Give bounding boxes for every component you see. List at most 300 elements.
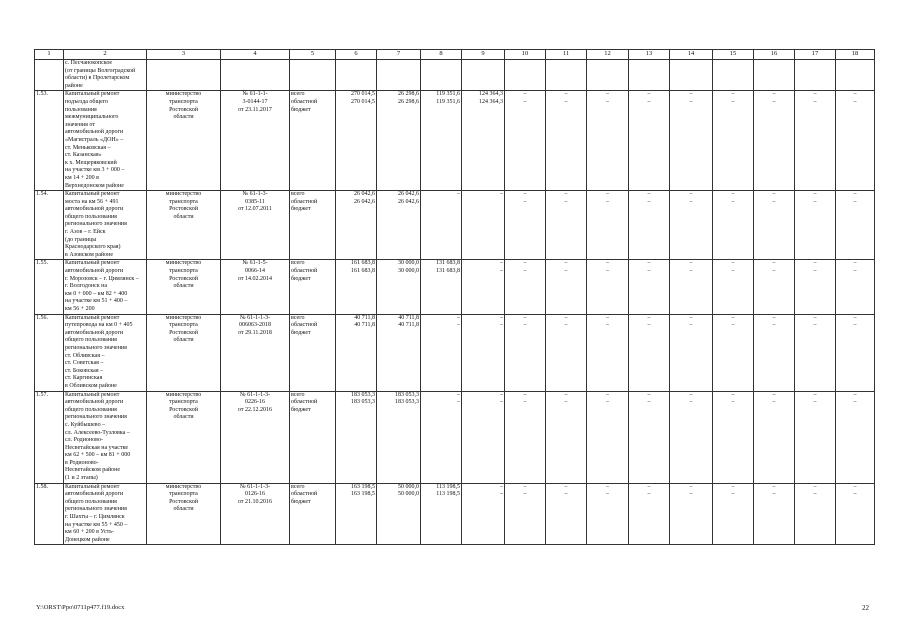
- empty-cell: [377, 60, 421, 91]
- object-name-line: автомобильной дороги: [65, 129, 124, 136]
- amount-c9: [462, 391, 505, 483]
- funding-source: [290, 314, 336, 391]
- amount-col-10: [505, 314, 546, 391]
- object-name-line: Краснодарского края): [65, 244, 121, 251]
- object-name-line: автомобильной дороги: [65, 206, 124, 213]
- amount-c6: [336, 314, 377, 391]
- dash-mark: –: [853, 91, 857, 98]
- amount-c9-line: –: [500, 322, 503, 329]
- funding-source-line: областной: [291, 198, 318, 205]
- approval-document: [221, 391, 290, 483]
- amount-c7-line: 50 000,0: [398, 491, 419, 498]
- dash-mark: –: [647, 491, 651, 498]
- object-name-line: в Обливском районе: [65, 382, 117, 389]
- dash-mark: –: [606, 322, 609, 329]
- customer-org-line: Ростовской: [169, 406, 198, 413]
- amount-c8: [421, 483, 462, 545]
- dash-mark: –: [606, 98, 609, 105]
- amount-c6-line: 163 198,5: [351, 483, 375, 490]
- funding-source-line: всего: [291, 191, 305, 198]
- amount-col-15: [713, 191, 754, 260]
- dash-mark: –: [853, 260, 857, 267]
- amount-col-10: [505, 391, 546, 483]
- program-table: [34, 49, 875, 545]
- column-number: 14: [670, 50, 713, 60]
- amount-col-12: [587, 191, 629, 260]
- dash-mark: –: [606, 260, 609, 267]
- amount-col-11: [546, 391, 587, 483]
- amount-c8-line: –: [457, 191, 460, 198]
- table-row: [35, 391, 875, 483]
- dash-mark: –: [523, 198, 527, 205]
- object-name-line: общего пользования: [65, 213, 117, 220]
- customer-org-line: Ростовской: [169, 106, 198, 113]
- dash-mark: –: [731, 260, 735, 267]
- dash-mark: –: [772, 399, 776, 406]
- dash-mark: –: [564, 268, 568, 275]
- customer-org-line: Ростовской: [169, 206, 198, 213]
- amount-col-15: [713, 314, 754, 391]
- amount-c9: [462, 314, 505, 391]
- object-name-line: регионального значения: [65, 414, 127, 421]
- amount-c9-line: 124 364,3: [479, 98, 503, 105]
- customer-org-line: транспорта: [169, 399, 198, 406]
- customer-org-line: области: [173, 337, 194, 344]
- amount-col-15: [713, 260, 754, 314]
- amount-c8-line: 113 198,5: [436, 491, 460, 498]
- amount-c7-line: 183 053,3: [395, 391, 419, 398]
- amount-c8-line: 131 683,8: [436, 260, 460, 267]
- dash-mark: –: [772, 91, 776, 98]
- amount-c8-line: –: [457, 314, 460, 321]
- dash-mark: –: [689, 98, 693, 105]
- customer-org-line: области: [173, 283, 194, 290]
- object-name-line: км 0 + 000 – км 82 + 400: [65, 290, 128, 297]
- object-name-line: автомобильной дороги: [65, 329, 124, 336]
- amount-c7: [377, 191, 421, 260]
- object-name: [64, 483, 147, 545]
- amount-c8-line: 119 351,6: [436, 98, 460, 105]
- amount-col-11: [546, 191, 587, 260]
- funding-source-line: всего: [291, 260, 305, 267]
- amount-c8-line: 131 683,8: [436, 268, 460, 275]
- amount-c9-line: –: [500, 314, 503, 321]
- column-number: 13: [629, 50, 670, 60]
- amount-col-17: [795, 314, 836, 391]
- customer-org-line: области: [173, 414, 194, 421]
- dash-mark: –: [689, 483, 693, 490]
- dash-mark: –: [731, 391, 735, 398]
- amount-c7: [377, 314, 421, 391]
- customer-org-line: транспорта: [169, 268, 198, 275]
- dash-mark: –: [606, 391, 609, 398]
- dash-mark: –: [731, 91, 735, 98]
- column-number-row: [35, 50, 875, 60]
- dash-mark: –: [647, 483, 651, 490]
- amount-c8: [421, 314, 462, 391]
- object-name-line: (до границы: [65, 236, 97, 243]
- dash-mark: –: [813, 314, 817, 321]
- amount-col-12: [587, 483, 629, 545]
- dash-mark: –: [813, 399, 817, 406]
- dash-mark: –: [564, 91, 568, 98]
- column-number: 8: [421, 50, 462, 60]
- dash-mark: –: [731, 314, 735, 321]
- amount-col-16: [754, 91, 795, 191]
- dash-mark: –: [772, 268, 776, 275]
- amount-c6: [336, 391, 377, 483]
- empty-cell: [462, 60, 505, 91]
- dash-mark: –: [731, 483, 735, 490]
- dash-mark: –: [564, 399, 568, 406]
- dash-mark: –: [813, 260, 817, 267]
- amount-col-11: [546, 314, 587, 391]
- amount-c8: [421, 91, 462, 191]
- table-row: [35, 314, 875, 391]
- dash-mark: –: [813, 322, 817, 329]
- object-name: [64, 191, 147, 260]
- approval-document-line: от 29.11.2018: [238, 329, 272, 336]
- amount-col-17: [795, 483, 836, 545]
- dash-mark: –: [853, 322, 857, 329]
- approval-document: [221, 191, 290, 260]
- customer-org: [147, 260, 221, 314]
- object-name-line: ст. Казанская»: [65, 152, 102, 159]
- dash-mark: –: [564, 260, 568, 267]
- dash-mark: –: [772, 98, 776, 105]
- amount-c6: [336, 91, 377, 191]
- approval-document-line: № 61-1-5-: [242, 260, 268, 267]
- object-name-line: общего пользования: [65, 498, 117, 505]
- approval-document-line: № 61-1-1-3-: [239, 391, 271, 398]
- dash-mark: –: [647, 191, 651, 198]
- dash-mark: –: [731, 268, 735, 275]
- dash-mark: –: [731, 198, 735, 205]
- amount-col-14: [670, 483, 713, 545]
- object-name-line: автомобильной дороги: [65, 399, 124, 406]
- object-name-line: (от границы Волгоградской: [65, 67, 136, 74]
- object-name-line: г. Азов – г. Ейск: [65, 229, 106, 236]
- dash-mark: –: [647, 198, 651, 205]
- dash-mark: –: [813, 91, 817, 98]
- amount-c7-line: 30 000,0: [398, 268, 419, 275]
- amount-col-16: [754, 314, 795, 391]
- object-name-line: ст. Советская –: [65, 360, 104, 367]
- amount-col-12: [587, 91, 629, 191]
- approval-document: [221, 483, 290, 545]
- approval-document-line: 0226-16: [245, 399, 265, 406]
- table-row: [35, 483, 875, 545]
- dash-mark: –: [689, 391, 693, 398]
- funding-source-line: всего: [291, 391, 305, 398]
- dash-mark: –: [647, 391, 651, 398]
- customer-org: [147, 314, 221, 391]
- object-name: [64, 91, 147, 191]
- column-number: 3: [147, 50, 221, 60]
- amount-col-15: [713, 91, 754, 191]
- amount-c9-line: –: [500, 399, 503, 406]
- dash-mark: –: [606, 191, 609, 198]
- approval-document-line: 3-0144-17: [242, 98, 268, 105]
- dash-mark: –: [772, 322, 776, 329]
- object-name-line: путепровода на км 0 + 405: [65, 322, 133, 329]
- row-number: 1.55.: [35, 260, 64, 314]
- amount-c6-line: 26 042,6: [354, 198, 375, 205]
- dash-mark: –: [606, 198, 609, 205]
- object-name-line: в Родионово-: [65, 459, 99, 466]
- dash-mark: –: [813, 391, 817, 398]
- table-row: [35, 91, 875, 191]
- funding-source: [290, 191, 336, 260]
- dash-mark: –: [523, 391, 527, 398]
- object-name-line: ст. Каргинская: [65, 375, 103, 382]
- row-number: 1.56.: [35, 314, 64, 391]
- dash-mark: –: [523, 91, 527, 98]
- column-number: 12: [587, 50, 629, 60]
- amount-c8-line: –: [457, 391, 460, 398]
- amount-col-12: [587, 314, 629, 391]
- table-row: [35, 260, 875, 314]
- customer-org-line: министерство: [165, 391, 202, 398]
- amount-c6-line: 40 711,8: [354, 314, 375, 321]
- approval-document-line: № 61-1-1-3-: [239, 314, 271, 321]
- dash-mark: –: [731, 98, 735, 105]
- column-number: 16: [754, 50, 795, 60]
- dash-mark: –: [689, 268, 693, 275]
- customer-org-line: области: [173, 213, 194, 220]
- amount-col-10: [505, 483, 546, 545]
- object-name-line: Капитальный ремонт: [65, 191, 120, 198]
- customer-org-line: Ростовской: [169, 329, 198, 336]
- empty-cell: [221, 60, 290, 91]
- object-name-line: ст. Обливская –: [65, 352, 105, 359]
- approval-document-line: от 21.10.2016: [237, 498, 273, 505]
- dash-mark: –: [523, 483, 527, 490]
- amount-col-15: [713, 483, 754, 545]
- empty-cell: [836, 60, 875, 91]
- dash-mark: –: [731, 191, 735, 198]
- object-name-line: ст. Боковская –: [65, 367, 104, 374]
- amount-c8: [421, 191, 462, 260]
- dash-mark: –: [564, 483, 568, 490]
- approval-document-line: № 61-1-3-: [242, 191, 268, 198]
- object-name-line: регионального значения: [65, 506, 127, 513]
- dash-mark: –: [647, 260, 651, 267]
- amount-col-13: [629, 260, 670, 314]
- row-number: 1.54.: [35, 191, 64, 260]
- dash-mark: –: [853, 399, 857, 406]
- dash-mark: –: [772, 314, 776, 321]
- dash-mark: –: [606, 268, 609, 275]
- amount-col-13: [629, 391, 670, 483]
- customer-org: [147, 91, 221, 191]
- amount-c7-line: 26 042,6: [398, 191, 419, 198]
- object-name-line: на участке км 55 + 450 –: [65, 521, 128, 528]
- object-name-line: сл. Родионово-: [65, 437, 103, 444]
- amount-col-11: [546, 483, 587, 545]
- empty-cell: [587, 60, 629, 91]
- object-name-line: области) в Пролетарском: [65, 75, 130, 82]
- amount-col-14: [670, 260, 713, 314]
- object-name: [64, 314, 147, 391]
- object-name: [64, 60, 147, 91]
- amount-c6-line: 183 053,3: [351, 391, 375, 398]
- amount-col-14: [670, 314, 713, 391]
- customer-org-line: Ростовской: [169, 275, 198, 282]
- object-name-line: км 14 + 200 в: [65, 174, 99, 181]
- amount-c9-line: 124 364,3: [479, 91, 503, 98]
- dash-mark: –: [564, 314, 568, 321]
- amount-col-10: [505, 260, 546, 314]
- customer-org-line: области: [173, 506, 194, 513]
- dash-mark: –: [606, 314, 609, 321]
- dash-mark: –: [564, 98, 568, 105]
- dash-mark: –: [853, 268, 857, 275]
- column-number: 9: [462, 50, 505, 60]
- amount-col-18: [836, 260, 875, 314]
- empty-cell: [421, 60, 462, 91]
- object-name-line: г. Волгодонск на: [65, 283, 108, 290]
- customer-org-line: министерство: [165, 191, 202, 198]
- object-name: [64, 260, 147, 314]
- amount-c7-line: 40 711,8: [398, 314, 419, 321]
- customer-org: [147, 191, 221, 260]
- funding-source-line: всего: [291, 314, 305, 321]
- column-number: 5: [290, 50, 336, 60]
- dash-mark: –: [564, 391, 568, 398]
- object-name-line: Капитальный ремонт: [65, 391, 120, 398]
- amount-col-18: [836, 191, 875, 260]
- amount-c6-line: 161 683,8: [351, 268, 375, 275]
- funding-source-line: бюджет: [291, 206, 311, 213]
- dash-mark: –: [731, 491, 735, 498]
- object-name-line: Капитальный ремонт: [65, 483, 120, 490]
- amount-c6-line: 40 711,8: [354, 322, 375, 329]
- amount-c9: [462, 260, 505, 314]
- footer-file-path: Y:\ORST\Ppo\0711p477.f19.docx: [36, 604, 125, 611]
- dash-mark: –: [731, 399, 735, 406]
- empty-cell: [505, 60, 546, 91]
- continued-row: [35, 60, 875, 91]
- amount-col-10: [505, 91, 546, 191]
- customer-org-line: транспорта: [169, 491, 198, 498]
- object-name-line: сл. Алексеево-Тузловка –: [65, 429, 130, 436]
- amount-c6-line: 163 198,5: [351, 491, 375, 498]
- amount-c6-line: 26 042,6: [354, 191, 375, 198]
- empty-cell: [713, 60, 754, 91]
- amount-col-18: [836, 483, 875, 545]
- row-number: 1.58.: [35, 483, 64, 545]
- approval-document-line: № 61-1-1-: [242, 91, 268, 98]
- dash-mark: –: [689, 399, 693, 406]
- dash-mark: –: [772, 260, 776, 267]
- amount-col-18: [836, 91, 875, 191]
- amount-col-16: [754, 191, 795, 260]
- dash-mark: –: [772, 191, 776, 198]
- customer-org-line: министерство: [165, 260, 202, 267]
- column-number: 17: [795, 50, 836, 60]
- dash-mark: –: [647, 314, 651, 321]
- approval-document-line: 0126-16: [245, 491, 265, 498]
- object-name-line: с. Песчанокопское: [65, 60, 113, 66]
- object-name-line: значения от: [65, 121, 95, 128]
- amount-c9-line: –: [500, 483, 503, 490]
- funding-source-line: бюджет: [291, 106, 311, 113]
- empty-cell: [290, 60, 336, 91]
- amount-c7-line: 26 298,6: [398, 98, 419, 105]
- object-name: [64, 391, 147, 483]
- amount-c9-line: –: [500, 191, 503, 198]
- amount-c8-line: 113 198,5: [436, 483, 460, 490]
- empty-cell: [546, 60, 587, 91]
- object-name-line: Капитальный ремонт: [65, 260, 120, 267]
- column-number: 7: [377, 50, 421, 60]
- amount-c6-line: 270 014,5: [351, 98, 375, 105]
- dash-mark: –: [606, 491, 609, 498]
- page-number: 22: [862, 604, 869, 612]
- approval-document-line: от 23.11.2017: [238, 106, 272, 113]
- amount-col-17: [795, 391, 836, 483]
- approval-document-line: 006063-2018: [239, 322, 271, 329]
- dash-mark: –: [689, 91, 693, 98]
- amount-c7-line: 30 000,0: [398, 260, 419, 267]
- approval-document-line: № 61-1-1-3-: [239, 483, 271, 490]
- object-name-line: автомобильной дороги: [65, 268, 124, 275]
- amount-c6-line: 183 053,3: [351, 399, 375, 406]
- dash-mark: –: [689, 260, 693, 267]
- dash-mark: –: [523, 268, 527, 275]
- customer-org-line: министерство: [165, 314, 202, 321]
- amount-c8-line: –: [457, 399, 460, 406]
- approval-document-line: 0385-11: [245, 198, 265, 205]
- amount-col-11: [546, 260, 587, 314]
- amount-c9-line: –: [500, 491, 503, 498]
- column-number: 2: [64, 50, 147, 60]
- customer-org-line: области: [173, 114, 194, 121]
- funding-source-line: областной: [291, 98, 318, 105]
- dash-mark: –: [606, 399, 609, 406]
- amount-col-13: [629, 483, 670, 545]
- object-name-line: г. Шахты – г. Цимлянск: [65, 514, 125, 521]
- dash-mark: –: [564, 198, 568, 205]
- dash-mark: –: [606, 483, 609, 490]
- amount-c7: [377, 91, 421, 191]
- object-name-line: общего пользования: [65, 406, 117, 413]
- customer-org-line: транспорта: [169, 198, 198, 205]
- empty-cell: [629, 60, 670, 91]
- amount-c8-line: 119 351,6: [436, 91, 460, 98]
- amount-c7-line: 26 298,6: [398, 91, 419, 98]
- amount-col-14: [670, 191, 713, 260]
- funding-source-line: областной: [291, 322, 318, 329]
- amount-c7: [377, 260, 421, 314]
- customer-org-line: министерство: [165, 483, 202, 490]
- amount-col-11: [546, 91, 587, 191]
- dash-mark: –: [523, 260, 527, 267]
- object-name-line: на участке км 3 + 000 –: [65, 167, 125, 174]
- dash-mark: –: [523, 491, 527, 498]
- object-name-line: общего пользования: [65, 337, 117, 344]
- amount-c7-line: 26 042,6: [398, 198, 419, 205]
- approval-document-line: от 14.02.2014: [237, 275, 273, 282]
- amount-c9-line: –: [500, 268, 503, 275]
- amount-c7: [377, 483, 421, 545]
- object-name-line: км 62 + 500 – км 81 + 000: [65, 452, 131, 459]
- amount-c9-line: –: [500, 260, 503, 267]
- object-name-line: регионального значения: [65, 221, 127, 228]
- amount-c6: [336, 260, 377, 314]
- amount-c9: [462, 91, 505, 191]
